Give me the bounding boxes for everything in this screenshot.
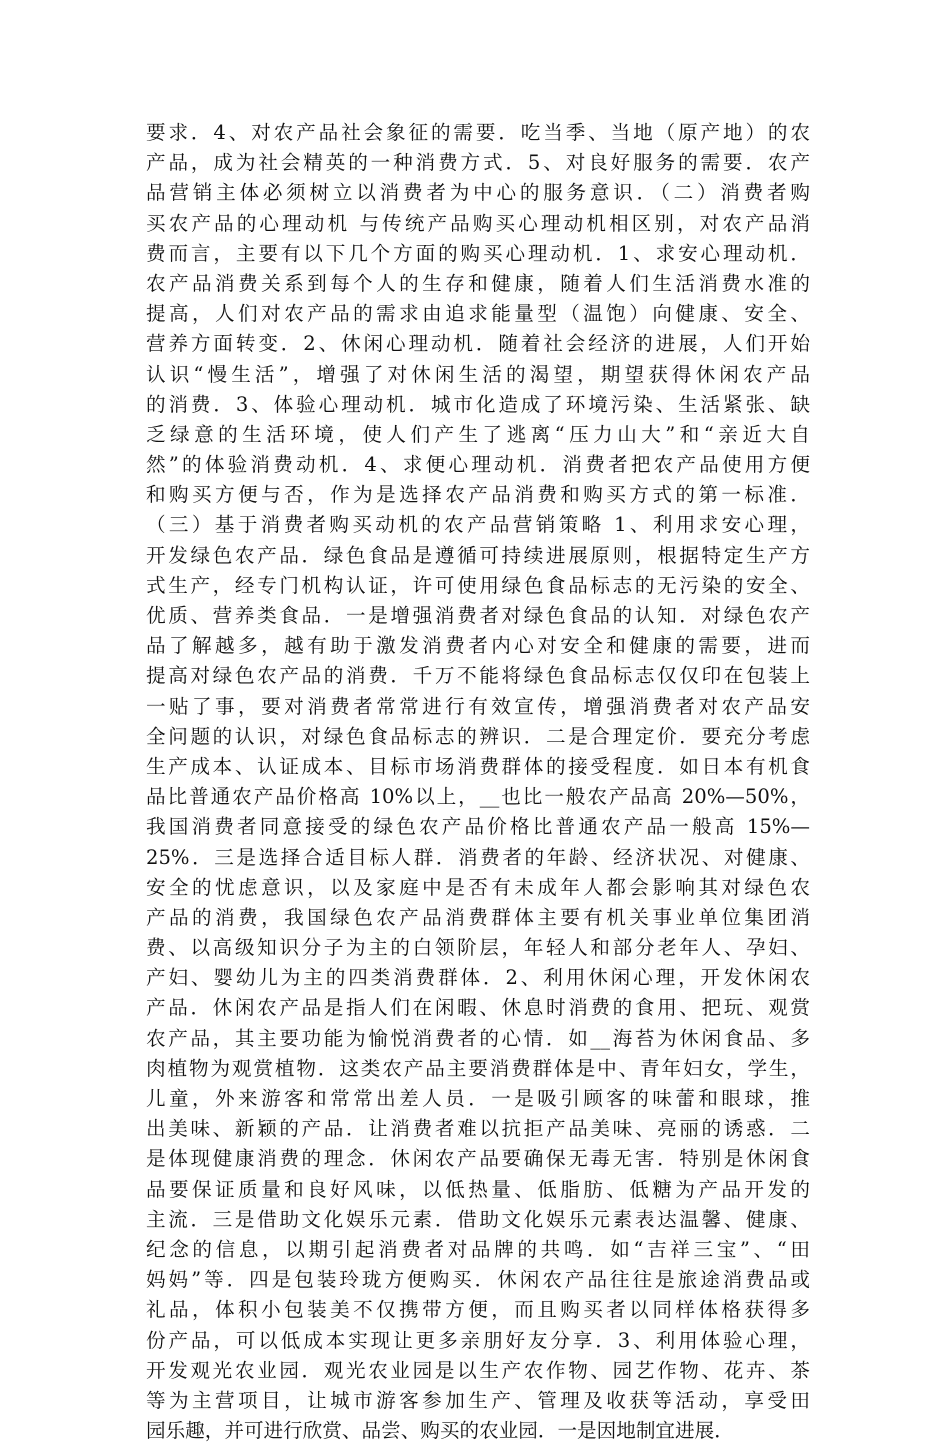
text-line: 纪念的信息，以期引起消费者对品牌的共鸣．如“吉祥三宝”、“田 — [146, 1237, 810, 1261]
text-line: 式生产，经专门机构认证，许可使用绿色食品标志的无污染的安全、 — [146, 573, 810, 597]
text-line: 园乐趣，并可进行欣赏、品尝、购买的农业园．一是因地制宜进展． — [146, 1419, 734, 1443]
text-line: 费而言，主要有以下几个方面的购买心理动机．1、求安心理动机． — [146, 241, 810, 265]
text-line: 优质、营养类食品．一是增强消费者对绿色食品的认知．对绿色农产 — [146, 604, 810, 627]
text-line: 营养方面转变．2、休闲心理动机．随着社会经济的进展，人们开始 — [146, 332, 810, 356]
text-line: 认识“慢生活”，增强了对休闲生活的渴望，期望获得休闲农产品 — [146, 362, 810, 386]
text-line: 提高对绿色农产品的消费．千万不能将绿色食品标志仅仅印在包装上 — [146, 664, 810, 688]
text-line: 农产品，其主要功能为愉悦消费者的心情．如__海苔为休闲食品、多 — [146, 1026, 810, 1050]
text-line: 生产成本、认证成本、目标市场消费群体的接受程度．如日本有机食 — [146, 754, 810, 778]
text-line: 品了解越多，越有助于激发消费者内心对安全和健康的需要，进而 — [146, 634, 810, 658]
text-line: 等为主营项目，让城市游客参加生产、管理及收获等活动，享受田 — [146, 1388, 810, 1412]
text-line: 主流．三是借助文化娱乐元素．借助文化娱乐元素表达温馨、健康、 — [146, 1207, 810, 1231]
text-line: 费、以高级知识分子为主的白领阶层，年轻人和部分老年人、孕妇、 — [146, 936, 810, 960]
text-line: 品要保证质量和良好风味，以低热量、低脂肪、低糖为产品开发的 — [146, 1177, 810, 1201]
text-line: 提高，人们对农产品的需求由追求能量型（温饱）向健康、安全、 — [146, 302, 810, 326]
text-line: 出美味、新颖的产品．让消费者难以抗拒产品美味、亮丽的诱惑．二 — [146, 1117, 810, 1141]
text-line: 的消费．3、体验心理动机．城市化造成了环境污染、生活紧张、缺 — [146, 392, 810, 416]
text-line: 产品的消费，我国绿色农产品消费群体主要有机关事业单位集团消 — [146, 905, 810, 929]
text-line: （三）基于消费者购买动机的农产品营销策略 1、利用求安心理， — [146, 513, 810, 537]
text-line: 开发观光农业园．观光农业园是以生产农作物、园艺作物、花卉、茶 — [146, 1358, 810, 1382]
text-line: 是体现健康消费的理念．休闲农产品要确保无毒无害．特别是休闲食 — [146, 1147, 810, 1171]
text-line: 全问题的认识，对绿色食品标志的辨识．二是合理定价．要充分考虑 — [146, 724, 810, 748]
text-line: 礼品，体积小包装美不仅携带方便，而且购买者以同样体格获得多 — [146, 1298, 810, 1322]
text-line: 一贴了事，要对消费者常常进行有效宣传，增强消费者对农产品安 — [146, 694, 810, 718]
body-text — [146, 118, 810, 1446]
text-line: 品比普通农产品价格高 10%以上，__也比一般农产品高 20%—50%， — [146, 785, 810, 809]
text-line: 儿童，外来游客和常常出差人员．一是吸引顾客的味蕾和眼球，推 — [146, 1087, 810, 1110]
text-line: 肉植物为观赏植物．这类农产品主要消费群体是中、青年妇女，学生， — [146, 1056, 810, 1080]
text-line: 品营销主体必须树立以消费者为中心的服务意识．（二）消费者购 — [146, 181, 810, 205]
text-line: 25%．三是选择合适目标人群．消费者的年龄、经济状况、对健康、 — [146, 845, 810, 869]
text-line: 要求．4、对农产品社会象征的需要．吃当季、当地（原产地）的农 — [146, 121, 810, 144]
text-line: 农产品消费关系到每个人的生存和健康，随着人们生活消费水准的 — [146, 271, 810, 295]
text-line: 买农产品的心理动机 与传统产品购买心理动机相区别，对农产品消 — [146, 211, 810, 235]
text-line: 然”的体验消费动机．4、求便心理动机．消费者把农产品使用方便 — [146, 453, 810, 477]
text-line: 份产品，可以低成本实现让更多亲朋好友分享．3、利用体验心理， — [146, 1328, 810, 1352]
text-line: 妈妈”等．四是包装玲珑方便购买．休闲农产品往往是旅途消费品或 — [146, 1268, 810, 1292]
text-line: 我国消费者同意接受的绿色农产品价格比普通农产品一般高 15%— — [146, 815, 810, 839]
text-line: 安全的忧虑意识，以及家庭中是否有未成年人都会影响其对绿色农 — [146, 875, 810, 899]
text-line: 产品，成为社会精英的一种消费方式．5、对良好服务的需要．农产 — [146, 151, 810, 175]
text-line: 产妇、婴幼儿为主的四类消费群体．2、利用休闲心理，开发休闲农 — [146, 966, 810, 990]
text-line: 乏绿意的生活环境，使人们产生了逃离“压力山大”和“亲近大自 — [146, 422, 810, 446]
text-line: 和购买方便与否，作为是选择农产品消费和购买方式的第一标准． — [146, 483, 810, 507]
text-line: 产品．休闲农产品是指人们在闲暇、休息时消费的食用、把玩、观赏 — [146, 996, 810, 1020]
text-line: 开发绿色农产品．绿色食品是遵循可持续进展原则，根据特定生产方 — [146, 543, 810, 567]
